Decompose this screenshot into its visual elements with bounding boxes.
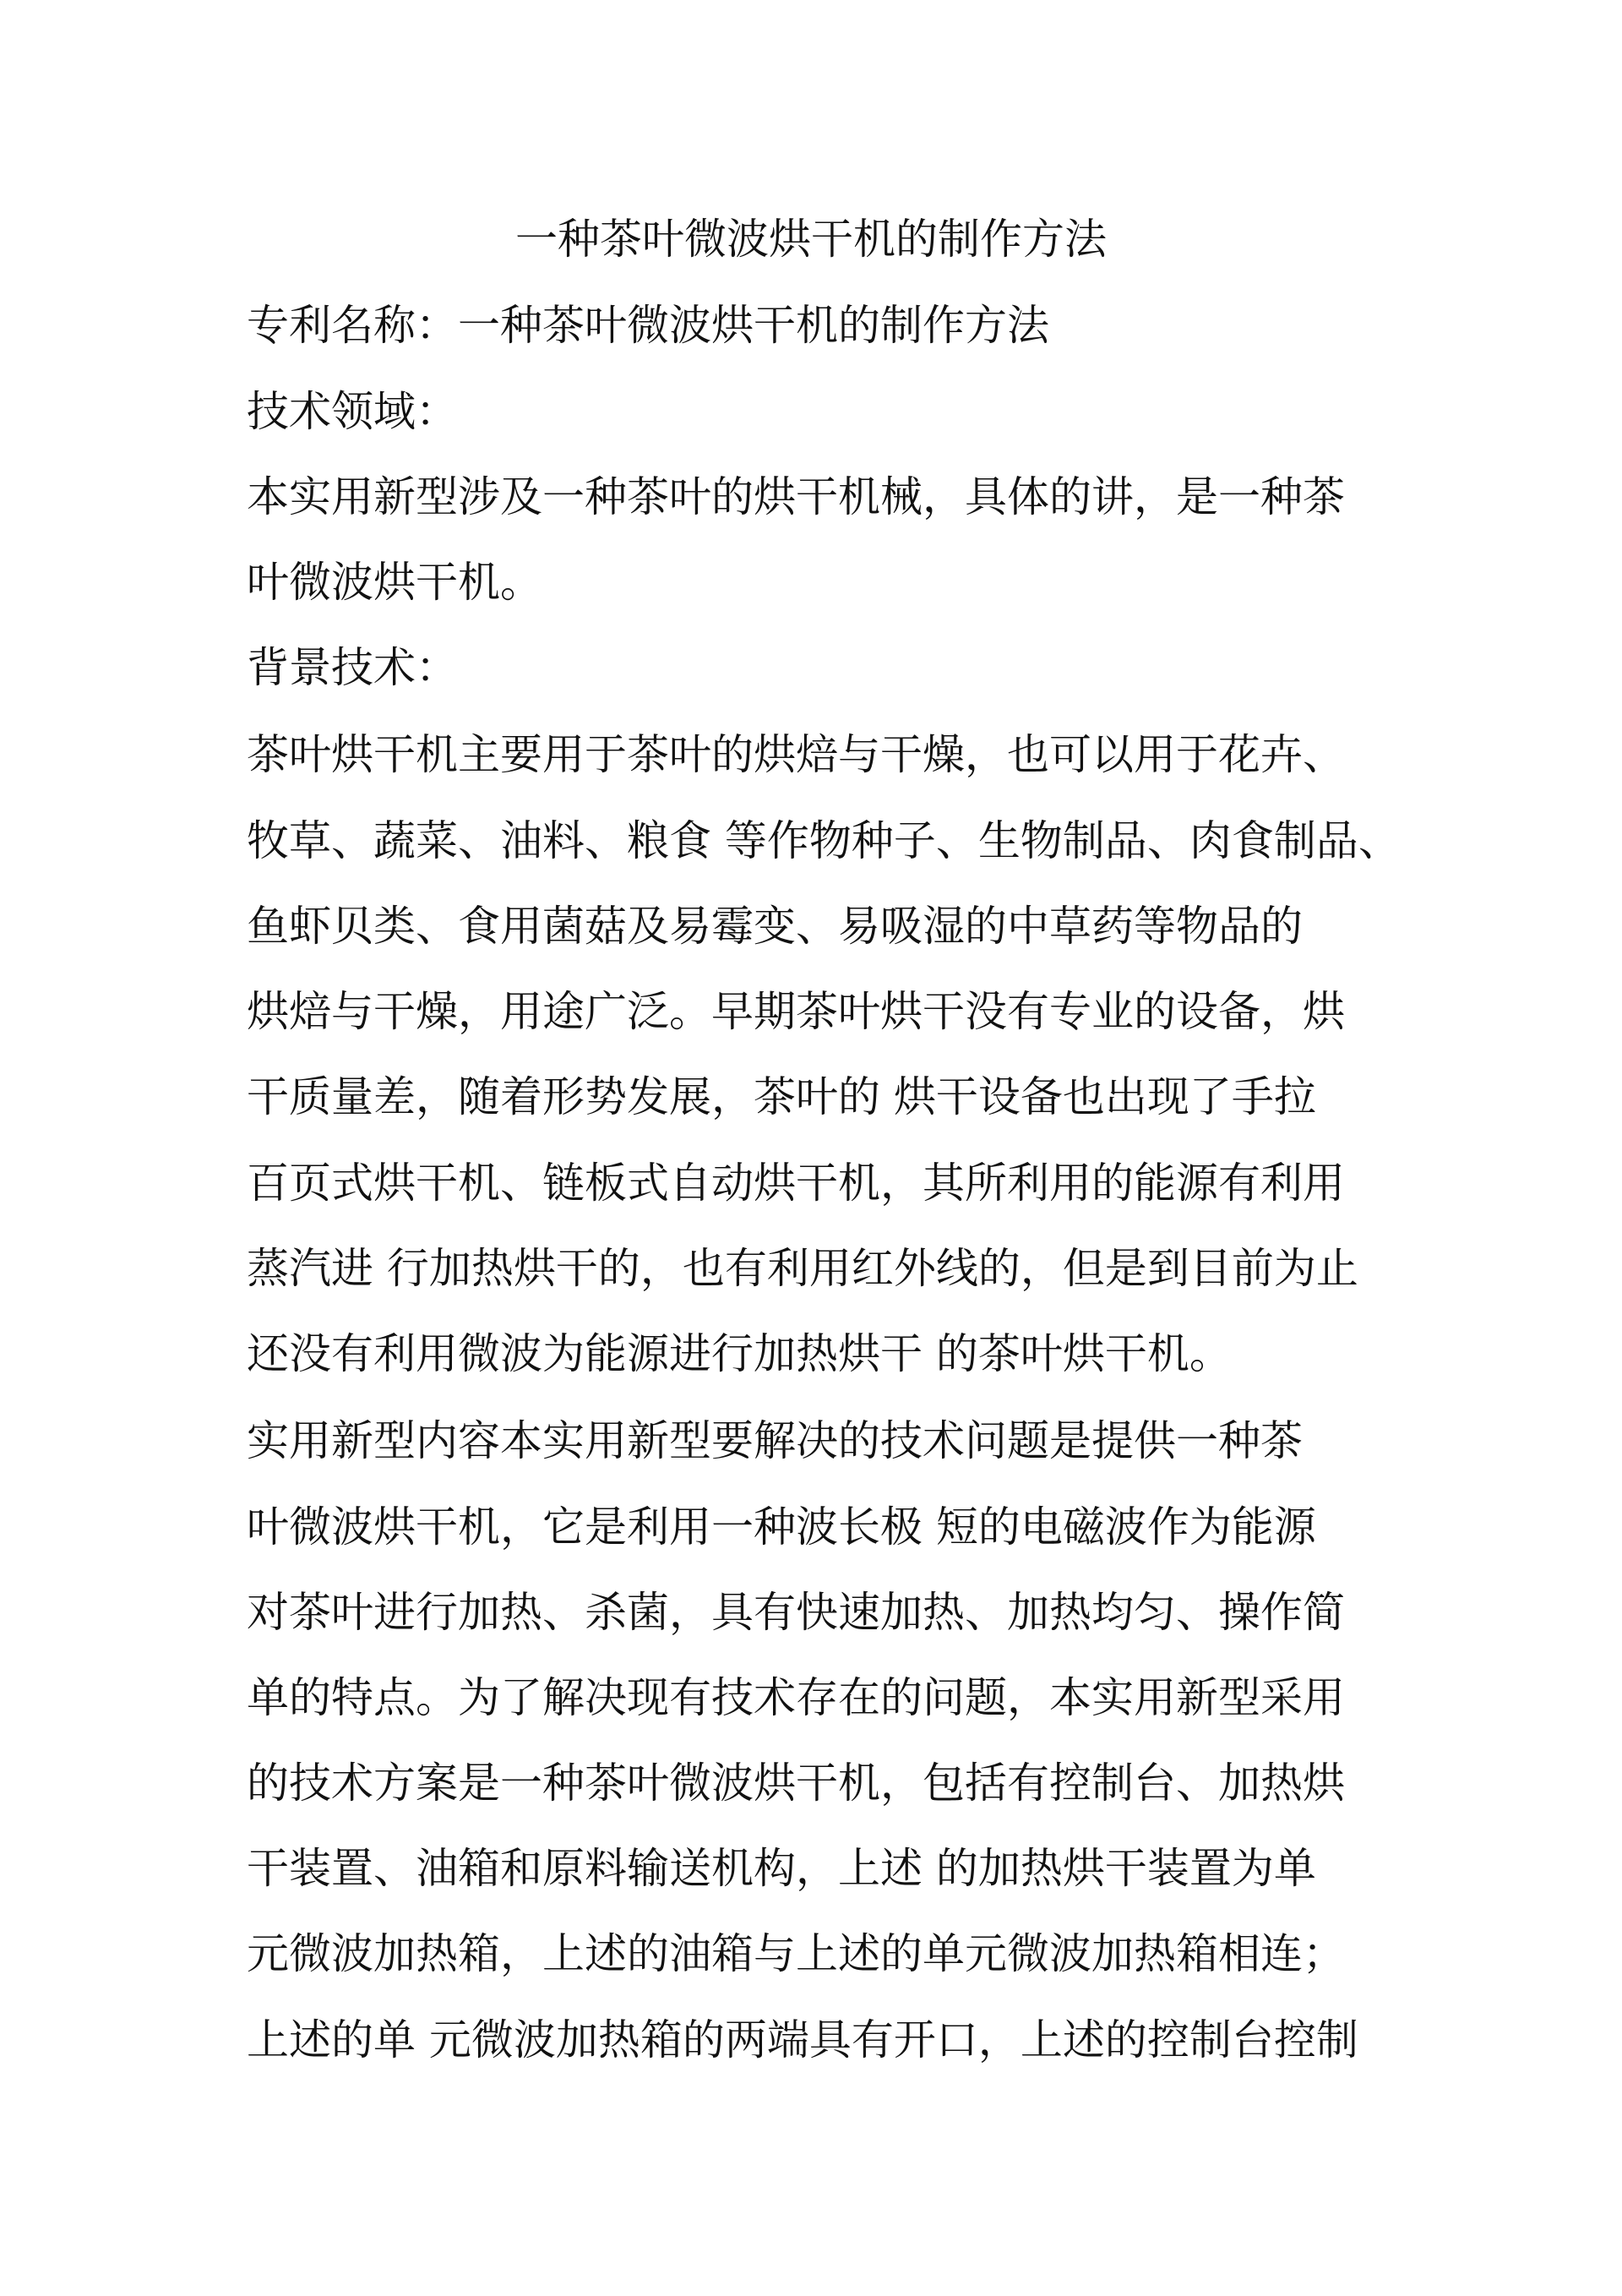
document-title: 一种茶叶微波烘干机的制作方法 bbox=[515, 215, 1107, 264]
paragraph-line: 干质量差，随着形势发展，茶叶的 烘干设备也出现了手拉 bbox=[247, 1072, 1316, 1121]
paragraph-line: 叶微波烘干机，它是利用一种波长极 短的电磁波作为能源 bbox=[247, 1502, 1316, 1552]
paragraph-line: 对茶叶进行加热、杀菌，具有快速加热、加热均匀、操作简 bbox=[247, 1588, 1345, 1637]
paragraph-line: 鱼虾贝类、食用菌菇及易霉变、易吸湿的中草药等物品的 bbox=[247, 902, 1303, 951]
paragraph-line: 干装置、油箱和原料输送机构，上述 的加热烘干装置为单 bbox=[247, 1844, 1316, 1893]
paragraph-line: 本实用新型涉及一种茶叶的烘干机械，具体的讲，是一种茶 bbox=[247, 472, 1345, 521]
paragraph-line: 茶叶烘干机主要用于茶叶的烘焙与干燥，也可以用于花卉、 bbox=[247, 730, 1345, 779]
paragraph-line: 元微波加热箱，上述的油箱与上述的单元微波加热箱相连； bbox=[247, 1929, 1345, 1978]
paragraph-line: 牧草、蔬菜、油料、粮食 等作物种子、生物制品、肉食制品、 bbox=[247, 816, 1401, 865]
paragraph-line: 蒸汽进 行加热烘干的，也有利用红外线的，但是到目前为止 bbox=[247, 1244, 1358, 1293]
paragraph-line: 还没有利用微波为能源进行加热烘干 的茶叶烘干机。 bbox=[247, 1329, 1232, 1378]
paragraph-line: 百页式烘干机、链板式自动烘干机，其所利用的能源有利用 bbox=[247, 1159, 1345, 1208]
paragraph-line: 烘焙与干燥，用途广泛。早期茶叶烘干没有专业的设备，烘 bbox=[247, 987, 1345, 1036]
paragraph-line: 的技术方案是一种茶叶微波烘干机，包括有控制台、加热烘 bbox=[247, 1759, 1345, 1808]
section-heading-technical-field: 技术领域： bbox=[247, 387, 458, 436]
patent-name-line: 专利名称：一种茶叶微波烘干机的制作方法 bbox=[247, 301, 1049, 350]
section-heading-background: 背景技术： bbox=[247, 643, 458, 692]
paragraph-line: 叶微波烘干机。 bbox=[247, 558, 542, 607]
paragraph-line: 上述的单 元微波加热箱的两端具有开口，上述的控制台控制 bbox=[247, 2015, 1358, 2064]
paragraph-line: 实用新型内容本实用新型要解决的技术问题是提供一种茶 bbox=[247, 1416, 1303, 1465]
paragraph-line: 单的特点。为了解决现有技术存在的问题，本实用新型采用 bbox=[247, 1673, 1345, 1722]
